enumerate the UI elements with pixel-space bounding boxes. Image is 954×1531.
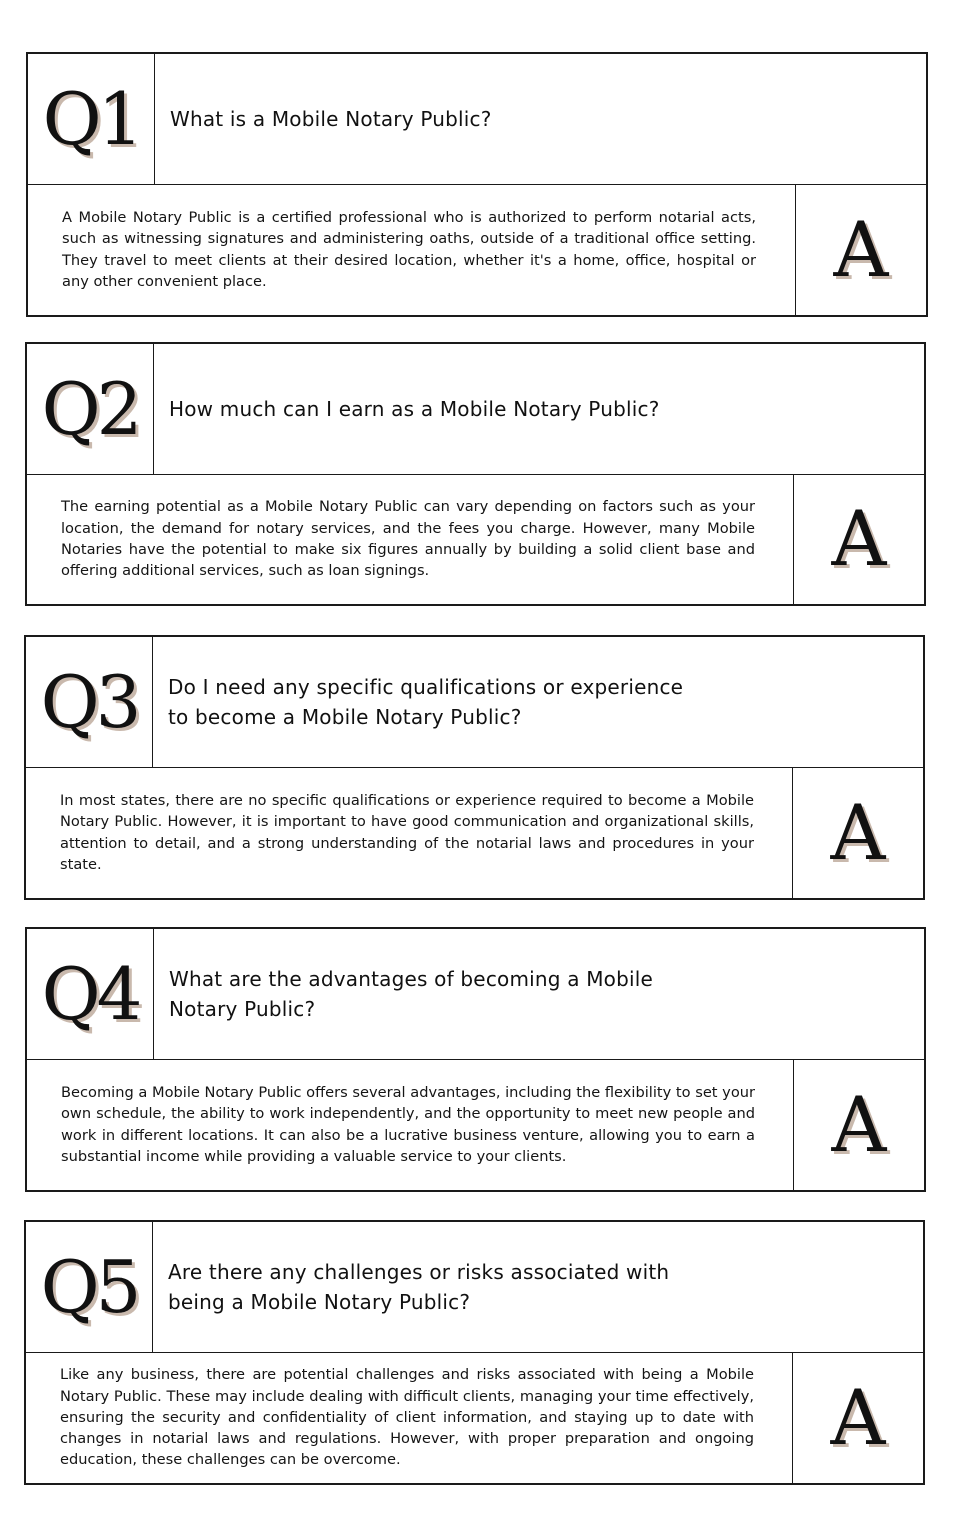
answer-letter-cell	[793, 1059, 924, 1190]
question-number: Q5	[40, 1245, 138, 1329]
answer-letter-cell	[792, 767, 923, 898]
answer-letter: A	[830, 1372, 886, 1462]
question-row	[27, 344, 924, 475]
question-number: Q3	[40, 660, 138, 744]
answer-row	[27, 474, 924, 604]
answer-row	[26, 1352, 923, 1483]
question-text: How much can I earn as a Mobile Notary Public?	[169, 397, 660, 421]
faq-card-5	[24, 1220, 925, 1485]
answer-letter: A	[831, 1079, 887, 1169]
answer-letter-cell	[792, 1352, 923, 1483]
answer-text: In most states, there are no specific qualifications or experience required to become a Mobile Notary Public. However, it is important to have good communication and organizational skills, attention to detail, and a strong understanding of the notarial laws and procedures in your state.	[60, 791, 754, 873]
question-row	[28, 54, 926, 185]
answer-text: Like any business, there are potential challenges and risks associated with being a Mobile Notary Public. These may include dealing with difficult clients, managing your time effectively, ensuring the security and confidentiality of client information, and staying up to date with changes in notarial laws and regulations. However, with proper preparation and ongoing education, these challenges can be overcome.	[60, 1366, 754, 1469]
question-number-cell	[28, 54, 155, 184]
answer-text: The earning potential as a Mobile Notary Public can vary depending on factors such as your location, the demand for notary services, and the fees you charge. However, many Mobile Notaries have the potential to make six figures annually by building a solid client base and offering additional services, such as loan signings.	[61, 498, 755, 580]
faq-card-1	[26, 52, 928, 317]
question-row	[26, 637, 923, 768]
faq-card-3	[24, 635, 925, 900]
question-number-cell	[27, 344, 154, 474]
answer-letter-cell	[795, 184, 926, 315]
answer-text: A Mobile Notary Public is a certified professional who is authorized to perform notarial acts, such as witnessing signatures and administering oaths, outside of a traditional office setting. They travel to meet clients at their desired location, whether it's a home, office, hospital or any other convenient place.	[62, 208, 756, 290]
question-text: Do I need any specific qualifications or experience to become a Mobile Notary Public?	[168, 675, 684, 729]
answer-row	[28, 184, 926, 315]
question-text: What is a Mobile Notary Public?	[170, 107, 492, 131]
question-number: Q2	[41, 367, 139, 451]
answer-letter-cell	[793, 474, 924, 604]
faq-card-4	[25, 927, 926, 1192]
answer-letter: A	[830, 787, 886, 877]
question-number: Q4	[41, 952, 139, 1036]
answer-text: Becoming a Mobile Notary Public offers several advantages, including the flexibility to set your own schedule, the ability to work independently, and the opportunity to meet new people and work in different locations. It can also be a lucrative business venture, allowing you to earn a substantial income while providing a valuable service to your clients.	[61, 1083, 755, 1165]
question-number-cell	[26, 637, 153, 767]
question-text: Are there any challenges or risks associated with being a Mobile Notary Public?	[168, 1260, 670, 1314]
question-row	[26, 1222, 923, 1353]
question-number-cell	[27, 929, 154, 1059]
answer-row	[26, 767, 923, 898]
question-number: Q1	[42, 77, 140, 161]
question-number-cell	[26, 1222, 153, 1352]
answer-letter: A	[831, 494, 887, 583]
faq-card-2	[25, 342, 926, 606]
question-row	[27, 929, 924, 1060]
question-text: What are the advantages of becoming a Mobile Notary Public?	[169, 967, 654, 1021]
answer-letter: A	[833, 204, 889, 294]
answer-row	[27, 1059, 924, 1190]
